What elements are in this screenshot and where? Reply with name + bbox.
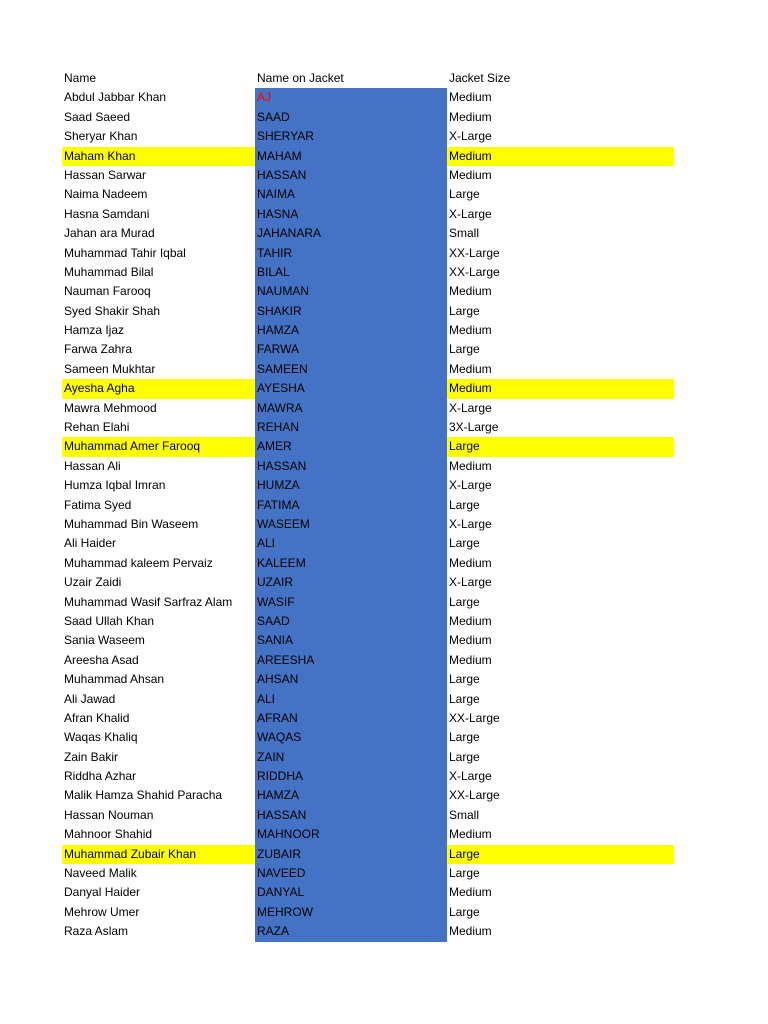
cell-name-on-jacket[interactable]: RIDDHA xyxy=(255,767,447,786)
cell-name[interactable]: Muhammad Tahir Iqbal xyxy=(64,245,186,260)
cell-name[interactable]: Hamza Ijaz xyxy=(64,323,125,338)
cell-jacket-size[interactable]: Large xyxy=(449,303,480,318)
cell-name-on-jacket[interactable]: FARWA xyxy=(255,340,447,359)
cell-name-on-jacket[interactable]: SANIA xyxy=(255,631,447,650)
cell-name[interactable]: Syed Shakir Shah xyxy=(64,303,161,318)
cell-name[interactable]: Hasna Samdani xyxy=(64,206,150,221)
cell-name-on-jacket[interactable]: HUMZA xyxy=(255,476,447,495)
cell-jacket-size[interactable]: Large xyxy=(449,497,480,512)
cell-name[interactable]: Riddha Azhar xyxy=(64,769,137,784)
header-name[interactable]: Name xyxy=(64,71,97,85)
table-row xyxy=(62,690,674,709)
cell-jacket-size[interactable]: Medium xyxy=(449,924,492,939)
cell-name-on-jacket[interactable]: NAUMAN xyxy=(255,282,447,301)
cell-jacket-size[interactable]: XX-Large xyxy=(449,245,500,260)
cell-jacket-size[interactable]: X-Large xyxy=(449,516,492,531)
cell-name-on-jacket[interactable]: JAHANARA xyxy=(255,224,447,243)
cell-name-on-jacket[interactable]: AHSAN xyxy=(255,670,447,689)
cell-name[interactable]: Nauman Farooq xyxy=(64,284,151,299)
cell-jacket-size[interactable]: Medium xyxy=(449,613,492,628)
table-row xyxy=(62,263,674,282)
cell-name[interactable]: Hassan Sarwar xyxy=(64,167,147,182)
cell-name[interactable]: Saad Saeed xyxy=(64,109,131,124)
cell-name[interactable]: Raza Aslam xyxy=(64,924,129,939)
cell-name[interactable]: Mehrow Umer xyxy=(64,904,140,919)
cell-name[interactable]: Muhammad Amer Farooq xyxy=(62,437,255,456)
table-row xyxy=(62,379,674,398)
table-row xyxy=(62,709,674,728)
cell-name[interactable]: Ayesha Agha xyxy=(62,379,255,398)
cell-jacket-size[interactable]: Medium xyxy=(449,458,492,473)
cell-name[interactable]: Mahnoor Shahid xyxy=(64,827,153,842)
table-row xyxy=(62,573,674,592)
cell-jacket-size[interactable]: Medium xyxy=(449,167,492,182)
table-row xyxy=(62,864,674,883)
cell-jacket-size[interactable]: X-Large xyxy=(449,478,492,493)
cell-jacket-size[interactable]: Medium xyxy=(449,885,492,900)
cell-jacket-size[interactable]: XX-Large xyxy=(449,788,500,803)
cell-name-on-jacket[interactable]: SAAD xyxy=(255,108,447,127)
table-row xyxy=(62,534,674,553)
cell-jacket-size[interactable]: Medium xyxy=(449,827,492,842)
cell-jacket-size[interactable]: Large xyxy=(449,594,480,609)
cell-jacket-size[interactable]: Medium xyxy=(449,284,492,299)
cell-name-on-jacket[interactable]: SAAD xyxy=(255,612,447,631)
cell-name-on-jacket[interactable]: HASSAN xyxy=(255,457,447,476)
table-row xyxy=(62,340,674,359)
cell-name-on-jacket[interactable]: AJ xyxy=(255,88,447,107)
cell-name[interactable]: Humza Iqbal Imran xyxy=(64,478,166,493)
cell-jacket-size[interactable]: XX-Large xyxy=(449,710,500,725)
table-row xyxy=(62,185,674,204)
cell-name-on-jacket[interactable]: HASSAN xyxy=(255,166,447,185)
cell-name[interactable]: Waqas Khaliq xyxy=(64,730,138,745)
cell-name-on-jacket[interactable]: FATIMA xyxy=(255,496,447,515)
table-row xyxy=(62,147,674,166)
cell-name[interactable]: Abdul Jabbar Khan xyxy=(64,90,167,105)
table-body xyxy=(62,88,674,941)
cell-jacket-size[interactable]: Small xyxy=(449,807,480,822)
cell-jacket-size[interactable]: 3X-Large xyxy=(449,420,499,435)
cell-name-on-jacket[interactable]: WAQAS xyxy=(255,728,447,747)
cell-jacket-size[interactable]: Large xyxy=(447,437,674,456)
table-row xyxy=(62,728,674,747)
table-row xyxy=(62,496,674,515)
table-row xyxy=(62,437,674,456)
cell-name-on-jacket[interactable]: ALI xyxy=(255,690,447,709)
table-row xyxy=(62,631,674,650)
table-row xyxy=(62,108,674,127)
jacket-order-sheet xyxy=(62,69,674,942)
cell-name[interactable]: Ali Jawad xyxy=(64,691,116,706)
cell-name[interactable]: Malik Hamza Shahid Paracha xyxy=(64,788,223,803)
table-row xyxy=(62,806,674,825)
cell-name[interactable]: Fatima Syed xyxy=(64,497,132,512)
table-row xyxy=(62,515,674,534)
cell-name-on-jacket[interactable]: HAMZA xyxy=(255,321,447,340)
cell-name-on-jacket[interactable]: REHAN xyxy=(255,418,447,437)
cell-jacket-size[interactable]: X-Large xyxy=(449,769,492,784)
cell-name-on-jacket[interactable]: AREESHA xyxy=(255,651,447,670)
cell-name-on-jacket[interactable]: HAMZA xyxy=(255,786,447,805)
cell-jacket-size[interactable]: Medium xyxy=(449,361,492,376)
table-row xyxy=(62,457,674,476)
table-row xyxy=(62,767,674,786)
cell-name[interactable]: Zain Bakir xyxy=(64,749,119,764)
cell-name-on-jacket[interactable]: WASEEM xyxy=(255,515,447,534)
table-row xyxy=(62,593,674,612)
cell-jacket-size[interactable]: X-Large xyxy=(449,575,492,590)
header-name-on-jacket[interactable]: Name on Jacket xyxy=(257,71,344,85)
cell-jacket-size[interactable]: Medium xyxy=(449,555,492,570)
header-jacket-size[interactable]: Jacket Size xyxy=(449,71,511,85)
table-row xyxy=(62,360,674,379)
cell-name-on-jacket[interactable]: AYESHA xyxy=(255,379,447,398)
table-row xyxy=(62,476,674,495)
cell-name-on-jacket[interactable]: TAHIR xyxy=(255,244,447,263)
table-row xyxy=(62,418,674,437)
table-row xyxy=(62,845,674,864)
cell-name[interactable]: Saad Ullah Khan xyxy=(64,613,155,628)
cell-name[interactable]: Naima Nadeem xyxy=(64,187,148,202)
table-row xyxy=(62,127,674,146)
cell-name[interactable]: Areesha Asad xyxy=(64,652,139,667)
cell-name-on-jacket[interactable]: SAMEEN xyxy=(255,360,447,379)
cell-name[interactable]: Sania Waseem xyxy=(64,633,145,648)
table-row xyxy=(62,748,674,767)
cell-jacket-size[interactable]: Large xyxy=(449,749,480,764)
cell-name[interactable]: Muhammad Ahsan xyxy=(64,672,165,687)
cell-jacket-size[interactable]: XX-Large xyxy=(449,264,500,279)
cell-name-on-jacket[interactable]: ZUBAIR xyxy=(255,845,447,864)
cell-name[interactable]: Afran Khalid xyxy=(64,710,130,725)
table-row xyxy=(62,883,674,902)
cell-jacket-size[interactable]: Medium xyxy=(447,379,674,398)
cell-name[interactable]: Muhammad Wasif Sarfraz Alam xyxy=(64,594,233,609)
cell-name-on-jacket[interactable]: MAWRA xyxy=(255,399,447,418)
cell-name-on-jacket[interactable]: MAHNOOR xyxy=(255,825,447,844)
cell-jacket-size[interactable]: Small xyxy=(449,226,480,241)
table-row xyxy=(62,224,674,243)
cell-name[interactable]: Naveed Malik xyxy=(64,866,137,881)
table-row xyxy=(62,244,674,263)
cell-name[interactable]: Sheryar Khan xyxy=(64,129,138,144)
table-row xyxy=(62,166,674,185)
cell-name[interactable]: Maham Khan xyxy=(62,147,255,166)
header-row xyxy=(62,69,674,88)
table-row xyxy=(62,670,674,689)
cell-name-on-jacket[interactable]: SHERYAR xyxy=(255,127,447,146)
cell-jacket-size[interactable]: Large xyxy=(449,866,480,881)
cell-jacket-size[interactable]: Large xyxy=(449,904,480,919)
table-row xyxy=(62,825,674,844)
table-row xyxy=(62,651,674,670)
table-row xyxy=(62,554,674,573)
table-row xyxy=(62,321,674,340)
table-row xyxy=(62,302,674,321)
cell-name-on-jacket[interactable]: MEHROW xyxy=(255,903,447,922)
cell-jacket-size[interactable]: Large xyxy=(449,730,480,745)
table-row xyxy=(62,922,674,941)
cell-jacket-size[interactable]: Large xyxy=(449,187,480,202)
table-row xyxy=(62,282,674,301)
cell-name-on-jacket[interactable]: NAIMA xyxy=(255,185,447,204)
cell-jacket-size[interactable]: X-Large xyxy=(449,129,492,144)
table-row xyxy=(62,399,674,418)
cell-jacket-size[interactable]: Medium xyxy=(449,323,492,338)
cell-name-on-jacket[interactable]: HASSAN xyxy=(255,806,447,825)
cell-jacket-size[interactable]: Medium xyxy=(449,652,492,667)
cell-jacket-size[interactable]: Large xyxy=(449,691,480,706)
cell-name-on-jacket[interactable]: DANYAL xyxy=(255,883,447,902)
cell-name-on-jacket[interactable]: NAVEED xyxy=(255,864,447,883)
cell-name[interactable]: Hassan Ali xyxy=(64,458,121,473)
cell-name-on-jacket[interactable]: AMER xyxy=(255,437,447,456)
cell-jacket-size[interactable]: X-Large xyxy=(449,206,492,221)
cell-name[interactable]: Muhammad Bin Waseem xyxy=(64,516,199,531)
cell-name[interactable]: Jahan ara Murad xyxy=(64,226,155,241)
table-row xyxy=(62,88,674,107)
cell-name[interactable]: Muhammad Bilal xyxy=(64,264,154,279)
cell-name[interactable]: Farwa Zahra xyxy=(64,342,133,357)
cell-name[interactable]: Mawra Mehmood xyxy=(64,400,157,415)
cell-name-on-jacket[interactable]: RAZA xyxy=(255,922,447,941)
table-row xyxy=(62,786,674,805)
cell-jacket-size[interactable]: Medium xyxy=(449,90,492,105)
cell-name[interactable]: Sameen Mukhtar xyxy=(64,361,156,376)
cell-name-on-jacket[interactable]: AFRAN xyxy=(255,709,447,728)
cell-name-on-jacket[interactable]: SHAKIR xyxy=(255,302,447,321)
cell-name-on-jacket[interactable]: ZAIN xyxy=(255,748,447,767)
cell-name[interactable]: Muhammad kaleem Pervaiz xyxy=(64,555,213,570)
cell-jacket-size[interactable]: Medium xyxy=(449,633,492,648)
table-row xyxy=(62,903,674,922)
cell-name[interactable]: Ali Haider xyxy=(64,536,117,551)
cell-name[interactable]: Muhammad Zubair Khan xyxy=(62,845,255,864)
cell-jacket-size[interactable]: Large xyxy=(449,672,480,687)
cell-name-on-jacket[interactable]: ALI xyxy=(255,534,447,553)
cell-name-on-jacket[interactable]: UZAIR xyxy=(255,573,447,592)
table-row xyxy=(62,612,674,631)
cell-name-on-jacket[interactable]: MAHAM xyxy=(255,147,447,166)
cell-jacket-size[interactable]: Large xyxy=(447,845,674,864)
cell-name[interactable]: Danyal Haider xyxy=(64,885,141,900)
cell-jacket-size[interactable]: Large xyxy=(449,536,480,551)
cell-jacket-size[interactable]: Medium xyxy=(449,109,492,124)
cell-name-on-jacket[interactable]: BILAL xyxy=(255,263,447,282)
cell-jacket-size[interactable]: X-Large xyxy=(449,400,492,415)
cell-name-on-jacket[interactable]: HASNA xyxy=(255,205,447,224)
cell-jacket-size[interactable]: Medium xyxy=(447,147,674,166)
table-row xyxy=(62,205,674,224)
cell-name[interactable]: Hassan Nouman xyxy=(64,807,154,822)
cell-name-on-jacket[interactable]: WASIF xyxy=(255,593,447,612)
cell-name-on-jacket[interactable]: KALEEM xyxy=(255,554,447,573)
cell-name[interactable]: Rehan Elahi xyxy=(64,420,130,435)
cell-jacket-size[interactable]: Large xyxy=(449,342,480,357)
cell-name[interactable]: Uzair Zaidi xyxy=(64,575,122,590)
